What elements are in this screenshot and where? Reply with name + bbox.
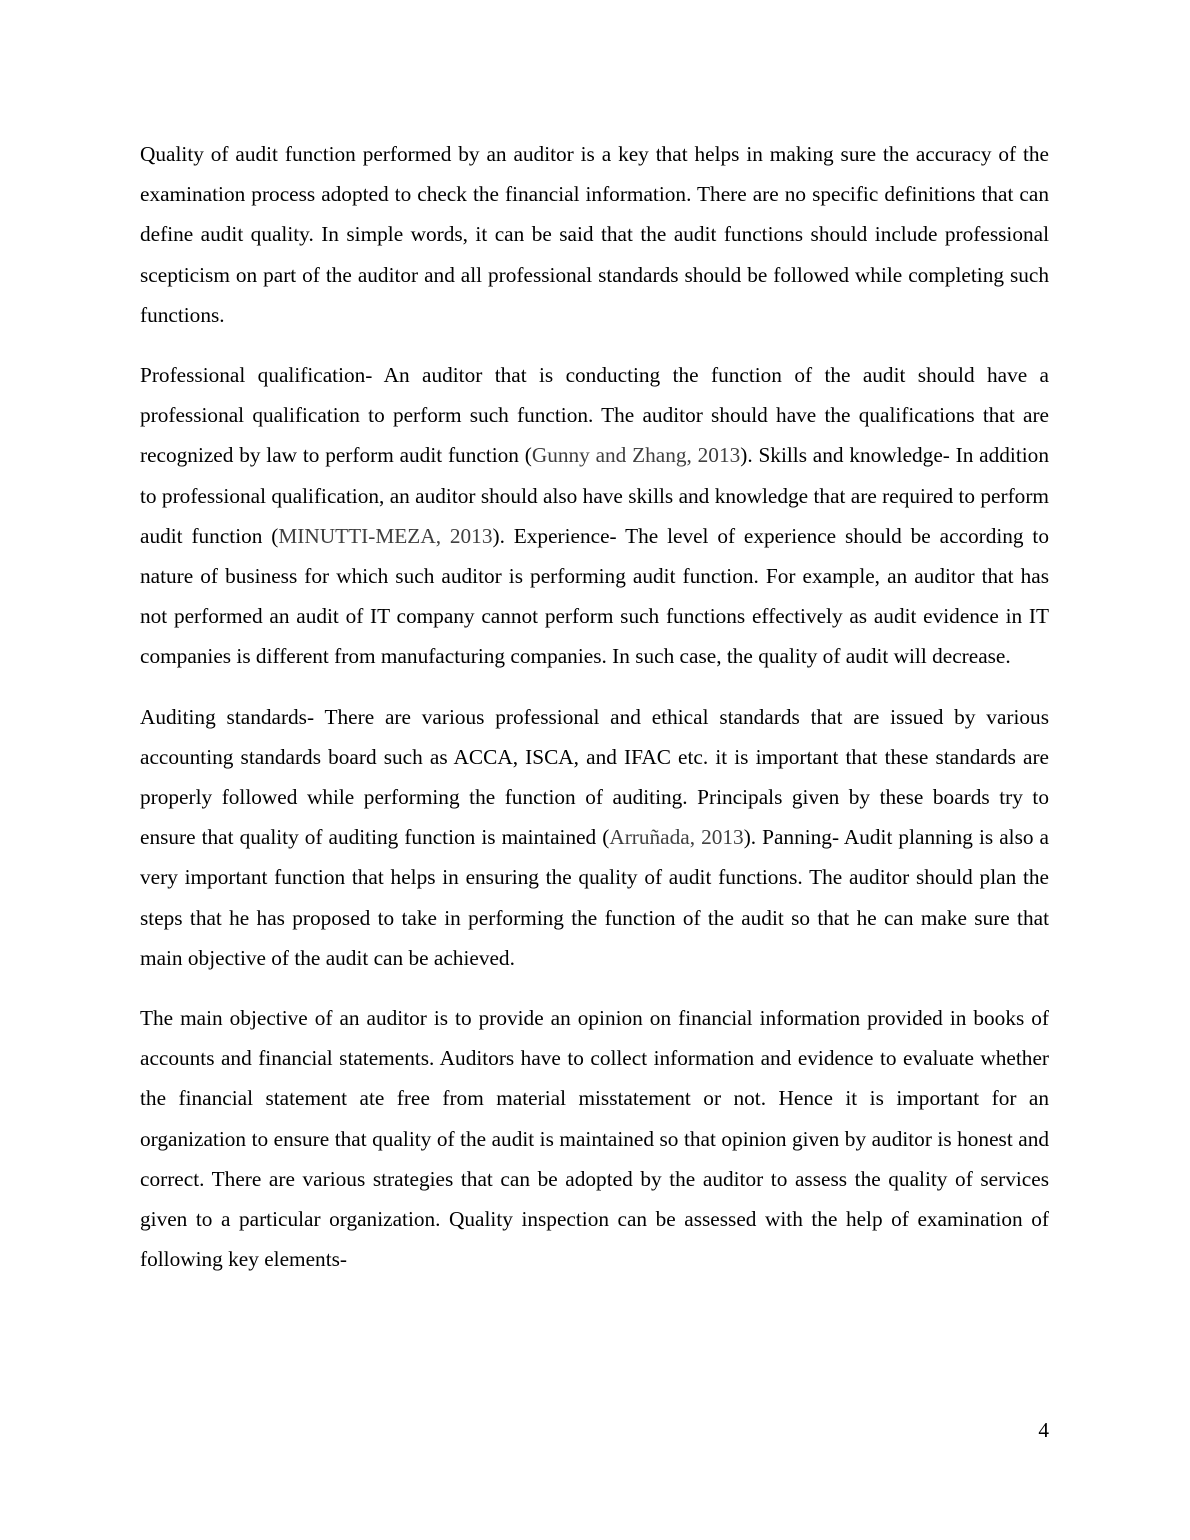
page-number: 4: [1038, 1418, 1049, 1442]
paragraph-main-objective: [140, 998, 1049, 1279]
citation-minutti-meza: MINUTTI-MEZA, 2013: [278, 523, 493, 548]
paragraph-audit-quality: [140, 134, 1049, 335]
citation-gunny-zhang: Gunny and Zhang, 2013: [531, 443, 741, 468]
paragraph-text: Quality of audit function performed by an auditor is a key that helps in making sure the accuracy of the examination process adopted to check the financial information. There are no specific definitions that can define audit quality. In simple words, it can be said that the audit functions should include professional scepticism on part of the auditor and all professional standards should be followed while completing such functions.: [140, 142, 1049, 327]
paragraph-text: Professional qualification- An auditor that is conducting the function of the audit should have a professional qualification to perform such function. The auditor should have the qualifications that are recognized by law to perform audit function (: [140, 363, 1049, 468]
citation-arrunada: Arruñada, 2013: [609, 825, 744, 850]
paragraph-text: ). Experience- The level of experience should be according to nature of business for which such auditor is performing audit function. For example, an auditor that has not performed an audit of IT company cannot perform such functions effectively as audit evidence in IT companies is different from manufacturing companies. In such case, the quality of audit will decrease.: [140, 523, 1049, 669]
paragraph-professional-qualification: [140, 355, 1049, 677]
paragraph-auditing-standards: [140, 697, 1049, 978]
paragraph-text: Auditing standards- There are various professional and ethical standards that are issued by various accounting standards board such as ACCA, ISCA, and IFAC etc. it is important that these standards are properly followed while performing the function of auditing. Principals given by these boards try to ensure that quality of auditing function is maintained (: [140, 704, 1049, 850]
paragraph-text: ). Skills and knowledge- In addition to professional qualification, an auditor should also have skills and knowledge that are required to perform audit function (: [140, 443, 1049, 548]
document-body: [140, 134, 1049, 1299]
paragraph-text: ). Panning- Audit planning is also a very important function that helps in ensuring the quality of audit functions. The auditor should plan the steps that he has proposed to take in performing the function of the audit so that he can make sure that main objective of the audit can be achieved.: [140, 825, 1049, 970]
paragraph-text: The main objective of an auditor is to provide an opinion on financial information provided in books of accounts and financial statements. Auditors have to collect information and evidence to evaluate whether the financial statement ate free from material misstatement or not. Hence it is important for an organization to ensure that quality of the audit is maintained so that opinion given by auditor is honest and correct. There are various strategies that can be adopted by the auditor to assess the quality of services given to a particular organization. Quality inspection can be assessed with the help of examination of following key elements-: [140, 1006, 1049, 1272]
